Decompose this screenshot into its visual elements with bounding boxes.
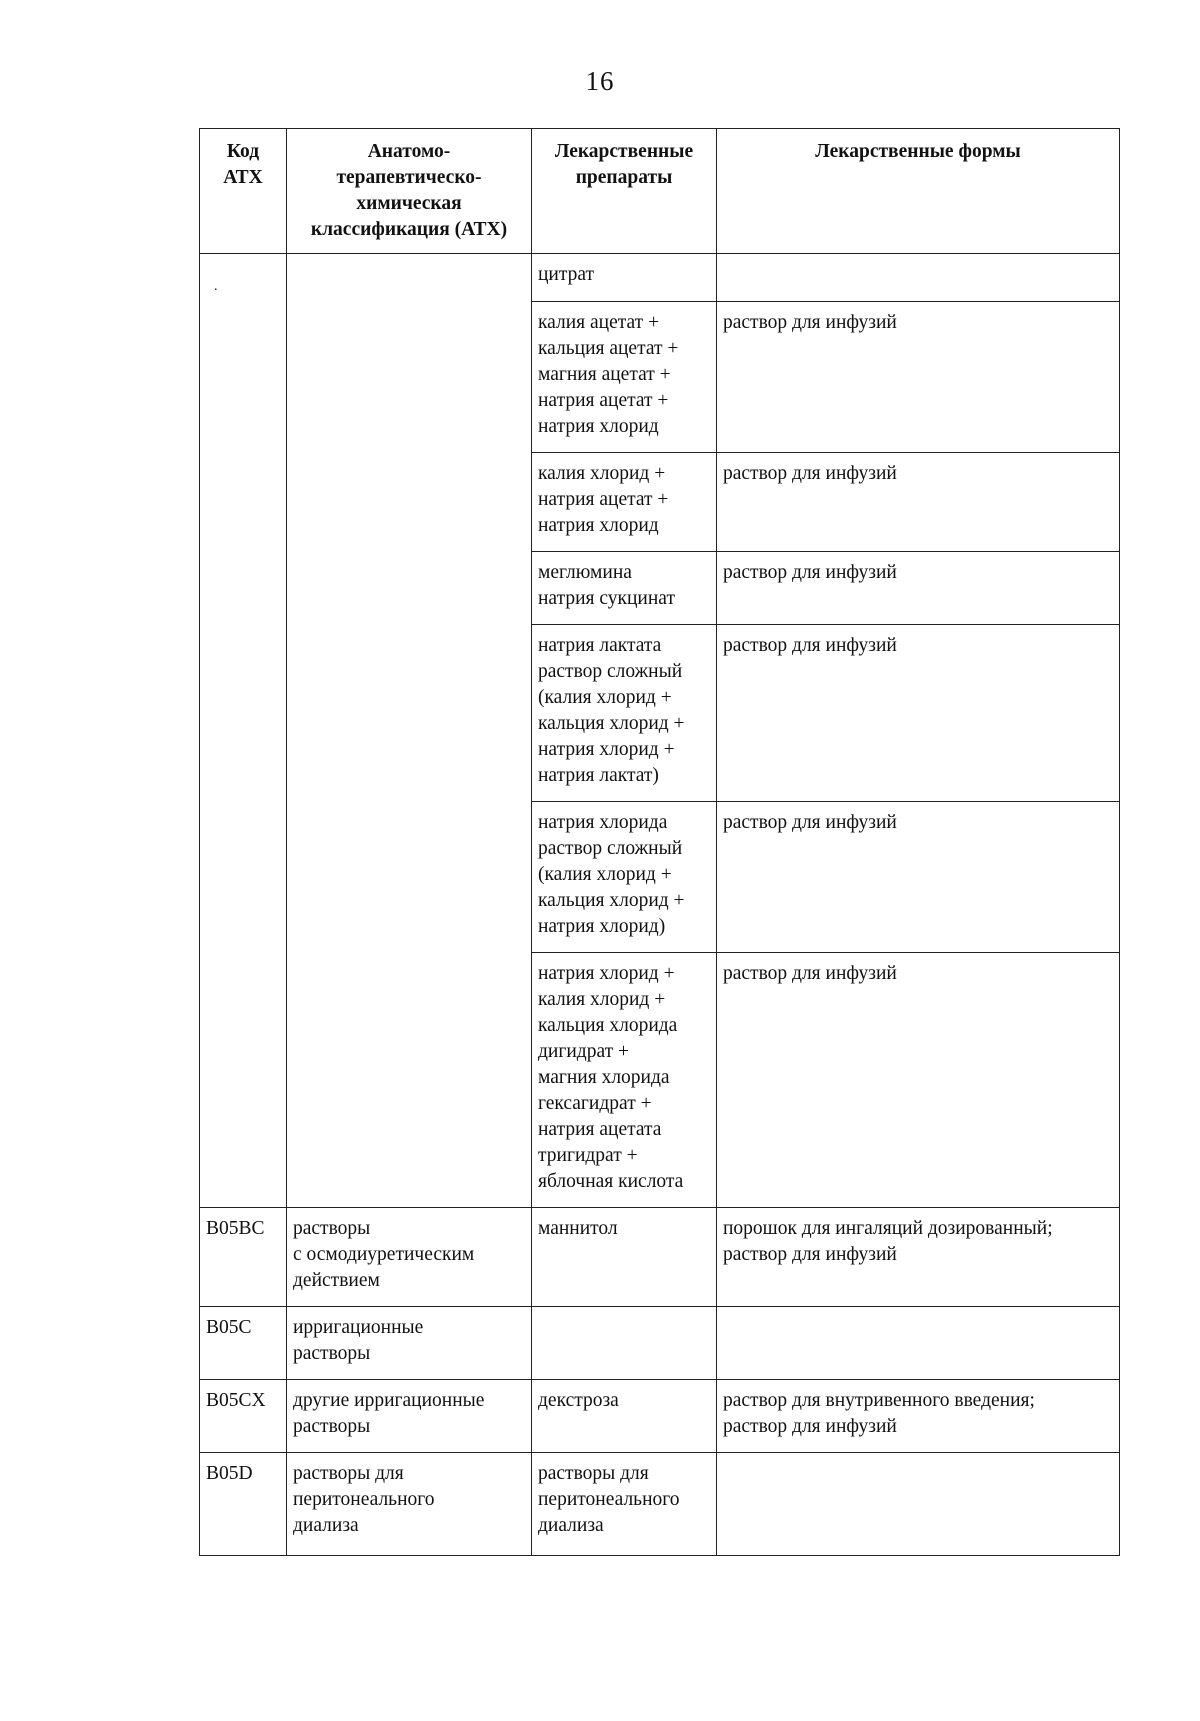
form-cell	[717, 1453, 1120, 1556]
code-cell: B05CX	[200, 1380, 287, 1453]
drug-cell: меглюмина натрия сукцинат	[532, 552, 717, 625]
form-cell	[717, 1307, 1120, 1380]
code-cell: B05BC	[200, 1208, 287, 1307]
classification-cell: растворы для перитонеального диализа	[287, 1453, 532, 1556]
header-classification: Анатомо- терапевтическо- химическая классификация (АТХ)	[287, 129, 532, 254]
form-cell	[717, 254, 1120, 302]
table-row	[200, 1453, 1120, 1556]
table-row	[200, 254, 1120, 302]
header-code: Код АТХ	[200, 129, 287, 254]
header-drugs: Лекарственные препараты	[532, 129, 717, 254]
form-cell: раствор для внутривенного введения; раствор для инфузий	[717, 1380, 1120, 1453]
code-cell: B05C	[200, 1307, 287, 1380]
table-header-row	[200, 129, 1120, 254]
form-cell: раствор для инфузий	[717, 453, 1120, 552]
form-cell: раствор для инфузий	[717, 953, 1120, 1208]
form-cell: порошок для ингаляций дозированный; раствор для инфузий	[717, 1208, 1120, 1307]
drug-cell: натрия хлорид + калия хлорид + кальция хлорида дигидрат + магния хлорида гексагидрат + натрия ацетата тригидрат + яблочная кислота	[532, 953, 717, 1208]
drug-cell: декстроза	[532, 1380, 717, 1453]
classification-cell: ирригационные растворы	[287, 1307, 532, 1380]
form-cell: раствор для инфузий	[717, 552, 1120, 625]
continuation-mark: .	[214, 279, 218, 294]
drug-cell: калия ацетат + кальция ацетат + магния ацетат + натрия ацетат + натрия хлорид	[532, 302, 717, 453]
table-row	[200, 1307, 1120, 1380]
drug-cell: калия хлорид + натрия ацетат + натрия хлорид	[532, 453, 717, 552]
form-cell: раствор для инфузий	[717, 802, 1120, 953]
drug-cell: растворы для перитонеального диализа	[532, 1453, 717, 1556]
classification-cell: растворы с осмодиуретическим действием	[287, 1208, 532, 1307]
form-cell: раствор для инфузий	[717, 302, 1120, 453]
form-cell: раствор для инфузий	[717, 625, 1120, 802]
drug-cell: цитрат	[532, 254, 717, 302]
header-forms: Лекарственные формы	[717, 129, 1120, 254]
code-cell: B05D	[200, 1453, 287, 1556]
drug-cell: маннитол	[532, 1208, 717, 1307]
table-row	[200, 1208, 1120, 1307]
classification-cell: другие ирригационные растворы	[287, 1380, 532, 1453]
drug-cell: натрия хлорида раствор сложный (калия хлорид + кальция хлорид + натрия хлорид)	[532, 802, 717, 953]
drug-cell: натрия лактата раствор сложный (калия хлорид + кальция хлорид + натрия хлорид + натрия лактат)	[532, 625, 717, 802]
drug-cell	[532, 1307, 717, 1380]
continued-classification-cell	[287, 254, 532, 1208]
page-number: 16	[585, 66, 615, 96]
atx-table	[199, 128, 1120, 1556]
continued-code-cell	[200, 254, 287, 1208]
table-row	[200, 1380, 1120, 1453]
